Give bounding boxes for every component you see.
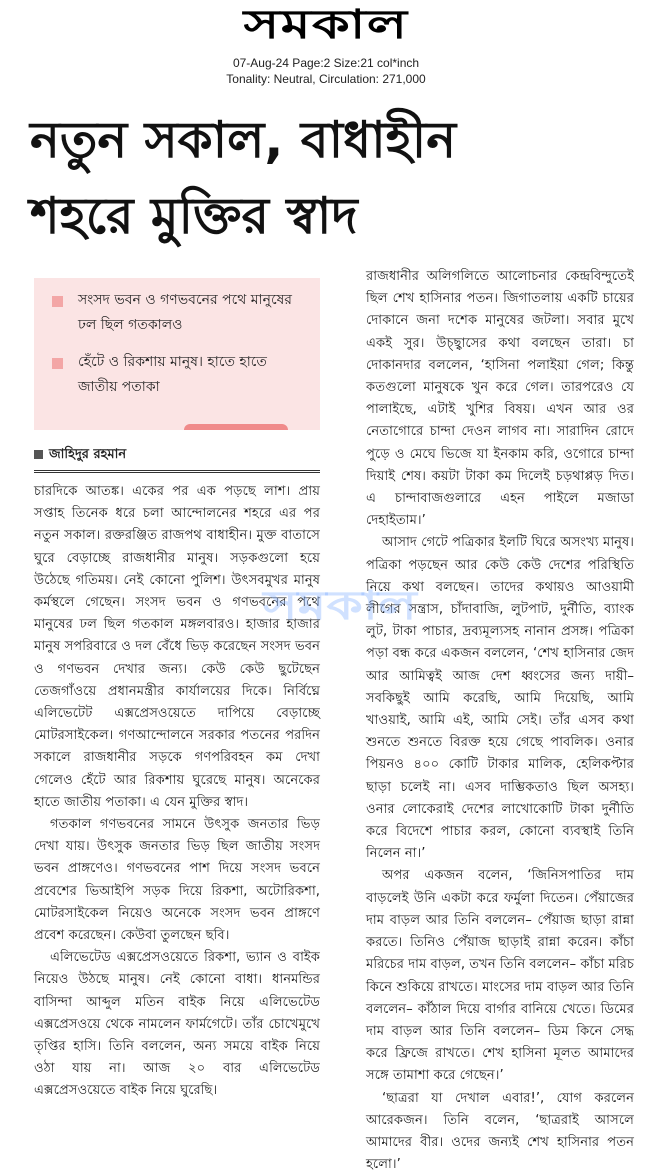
headline-line-1: নতুন সকাল, বাধাহীন	[30, 111, 457, 169]
highlight-text: হেঁটে ও রিকশায় মানুষ। হাতে হাতে জাতীয় পতাকা	[78, 354, 267, 395]
article-column-right	[366, 266, 634, 1176]
square-marker-icon	[34, 450, 43, 459]
article-paragraph: ‘ছাত্ররা যা দেখাল এবার!’, যোগ করলেন আরেকজন। তিনি বলেন, ‘ছাত্ররাই আসলে আমাদের বীর। ওদের জন্যই শেখ হাসিনার পতন হলো।’	[366, 1090, 634, 1173]
square-bullet-icon	[52, 358, 63, 369]
highlight-text: সংসদ ভবন ও গণভবনের পথে মানুষের ঢল ছিল গতকালও	[78, 292, 292, 333]
article-paragraph: অপর একজন বলেন, ‘জিনিসপাতির দাম বাড়লেই উনি একটা করে ফর্মুলা দিতেন। পেঁয়াজের দাম বাড়ল আর তিনি বললেন– পেঁয়াজ ছাড়া রান্না করতে। তিনিও পেঁয়াজ ছাড়াই রান্না করেন। কাঁচা মরিচের দাম বাড়ল, তখন তিনি বললেন– কাঁচা মরিচ কিনে শুকিয়ে রাখতে। মাংসের দাম বাড়ল আর তিনি বললেন– কাঁঠাল দিয়ে বার্গার বানিয়ে খেতে। ডিমের দাম বাড়ল আর তিনি বললেন– ডিম কিনে সেদ্ধ করে ফ্রিজে রাখতে। শেখ হাসিনা মূলত আমাদের সঙ্গে তামাশা করে গেছেন।’	[366, 868, 634, 1084]
highlight-item	[52, 350, 310, 400]
byline	[34, 445, 320, 466]
watermark-logo: সমকাল	[263, 583, 417, 629]
masthead	[0, 0, 652, 52]
clipping-meta-line-1: 07-Aug-24 Page:2 Size:21 col*inch	[232, 56, 420, 70]
square-bullet-icon	[52, 296, 63, 307]
article-paragraph: আসাদ গেটে পত্রিকার ইলটি ঘিরে অসংখ্য মানুষ। পত্রিকা পড়ছেন আর কেউ কেউ দেশের পরিস্থিতি নিয়ে কথা বলছেন। তাদের কথায়ও আওয়ামী লীগের সন্ত্রাস, চাঁদাবাজি, লুটপাট, দুর্নীতি, ব্যাংক লুট, টাকা পাচার, দ্রব্যমূল্যসহ নানান প্রসঙ্গ। পত্রিকা পড়া বন্ধ করে একজন বললেন, ‘শেখ হাসিনার জেদ আর আমিত্বই আজ দেশ ধ্বংসের জন্য দায়ী– সবকিছুই আমি করেছি, আমি দিয়েছি, আমি খাওয়াই, আমি এই, আমি সেই। তাঁর এসব কথা শুনতে শুনতে বিরক্ত হয়ে গেছে পাবলিক। ওনার পিয়নও ৪০০ কোটি টাকার মালিক, হেলিকপ্টার ছাড়া চলেই না। এসব দাম্ভিকতাও ছিল অসহ্য। ওনার লোকেরাই দেশের লাখোকোটি টাকা দুর্নীতি করে বিদেশে পাচার করল, কোনো ব্যবস্থাই তিনি নিলেন না।’	[366, 535, 634, 862]
byline-divider	[34, 470, 320, 473]
box-tab-decoration	[184, 424, 288, 430]
article-column-left	[34, 481, 320, 1103]
article-paragraph: চারদিকে আতঙ্ক। একের পর এক পড়ছে লাশ। প্রায় সপ্তাহ তিনেক ধরে চলা আন্দোলনের শহরে এর পর নতুন সকাল। রক্তরঞ্জিত রাজপথ বাধাহীন। মুক্ত বাতাসে ঘুরে বেড়াচ্ছে রাজধানীর মানুষ। সড়কগুলো হয়ে উঠেছে গতিময়। নেই কোনো পুলিশ। উৎসবমুখর মানুষ কর্মস্থলে গেছেন। সংসদ ভবন ও গণভবনের পথে মানুষের ঢল ছিল গতকাল মঙ্গলবারও। হাজার হাজার মানুষ সপরিবারে ও দল বেঁধে ভিড় করেছেন সংসদ ভবন ও গণভবন দেখার জন্য। কেউ কেউ ছুটেছেন তেজগাঁওয়ে প্রধানমন্ত্রীর কার্যালয়ের দিকে। নির্বিঘ্নে এলিভেটেট এক্সপ্রেসওয়েতে দাপিয়ে বেড়াচ্ছে মোটরসাইকেল। গণআন্দোলনে সরকার পতনের পরদিন সকালে রাজধানীর সড়কে গণপরিবহন কম দেখা গেলেও হেঁটে আর রিকশায় ঘুরেছে মানুষ। অনেকের হাতে জাতীয় পতাকা। এ যেন মুক্তির স্বাদ।	[34, 484, 320, 810]
highlight-box	[34, 278, 320, 430]
headline-line-2: শহরে মুক্তির স্বাদ	[30, 187, 358, 245]
newspaper-logo: সমকাল	[243, 2, 409, 48]
article-paragraph: গতকাল গণভবনের সামনে উৎসুক জনতার ভিড় দেখা যায়। উৎসুক জনতার ভিড় ছিল জাতীয় সংসদ ভবন প্রাঙ্গণেও। গণভবনের পাশ দিয়ে সংসদ ভবনে প্রবেশের ভিআইপি সড়ক দিয়ে রিকশা, অটোরিকশা, মোটরসাইকেল নিয়েও অনেকে সংসদ ভবন প্রাঙ্গণে প্রবেশ করেছেন। কেউবা তুলছেন ছবি।	[34, 817, 320, 944]
article-paragraph: এলিভেটেড এক্সপ্রেসওয়েতে রিকশা, ভ্যান ও বাইক নিয়েও উঠছে মানুষ। নেই কোনো বাধা। ধানমন্ডির বাসিন্দা আব্দুল মতিন বাইক নিয়ে এলিভেটেড এক্সপ্রেসওয়ে থেকে নামলেন ফার্মগেটে। তাঁর চোখেমুখে তৃপ্তির হাসি। তিনি বললেন, অন্য সময়ে বাইক নিয়ে ওঠা যায় না। আজ ২০ বার এলিভেটেড এক্সপ্রেসওয়েতে বাইক নিয়ে ঘুরেছি।	[34, 950, 320, 1099]
highlight-item	[52, 288, 310, 338]
author-name: জাহিদুর রহমান	[49, 447, 127, 462]
clipping-meta-line-2: Tonality: Neutral, Circulation: 271,000	[226, 72, 426, 86]
article-paragraph: রাজধানীর অলিগলিতে আলোচনার কেন্দ্রবিন্দুতেই ছিল শেখ হাসিনার পতন। জিগাতলায় একটি চায়ের দোকানে জনা দশেক মানুষের জটলা। সবার মুখে একই সুর। উচ্ছ্বাসের কথা বলছেন তারা। চা দোকানদার বললেন, ‘হাসিনা পলাইয়া গেল; কিন্তু কতগুলো মানুষকে খুন করে গেল। তারপরেও যে পালাইছে, এটাই খুশির বিষয়। এখন আর ওর নেতাগোরে চান্দা দেওন লাগব না। সারাদিন রোদে পুড়ে ও মেঘে ভিজে যা ইনকাম করি, ওগোরে চান্দা দিয়াই শেষ। কয়টা টাকা কম দিলেই চড়থাপ্পড় দিত। এ চান্দাবাজগুলারে এহন পাইলে মজাডা দেহাইতাম।’	[366, 269, 634, 529]
